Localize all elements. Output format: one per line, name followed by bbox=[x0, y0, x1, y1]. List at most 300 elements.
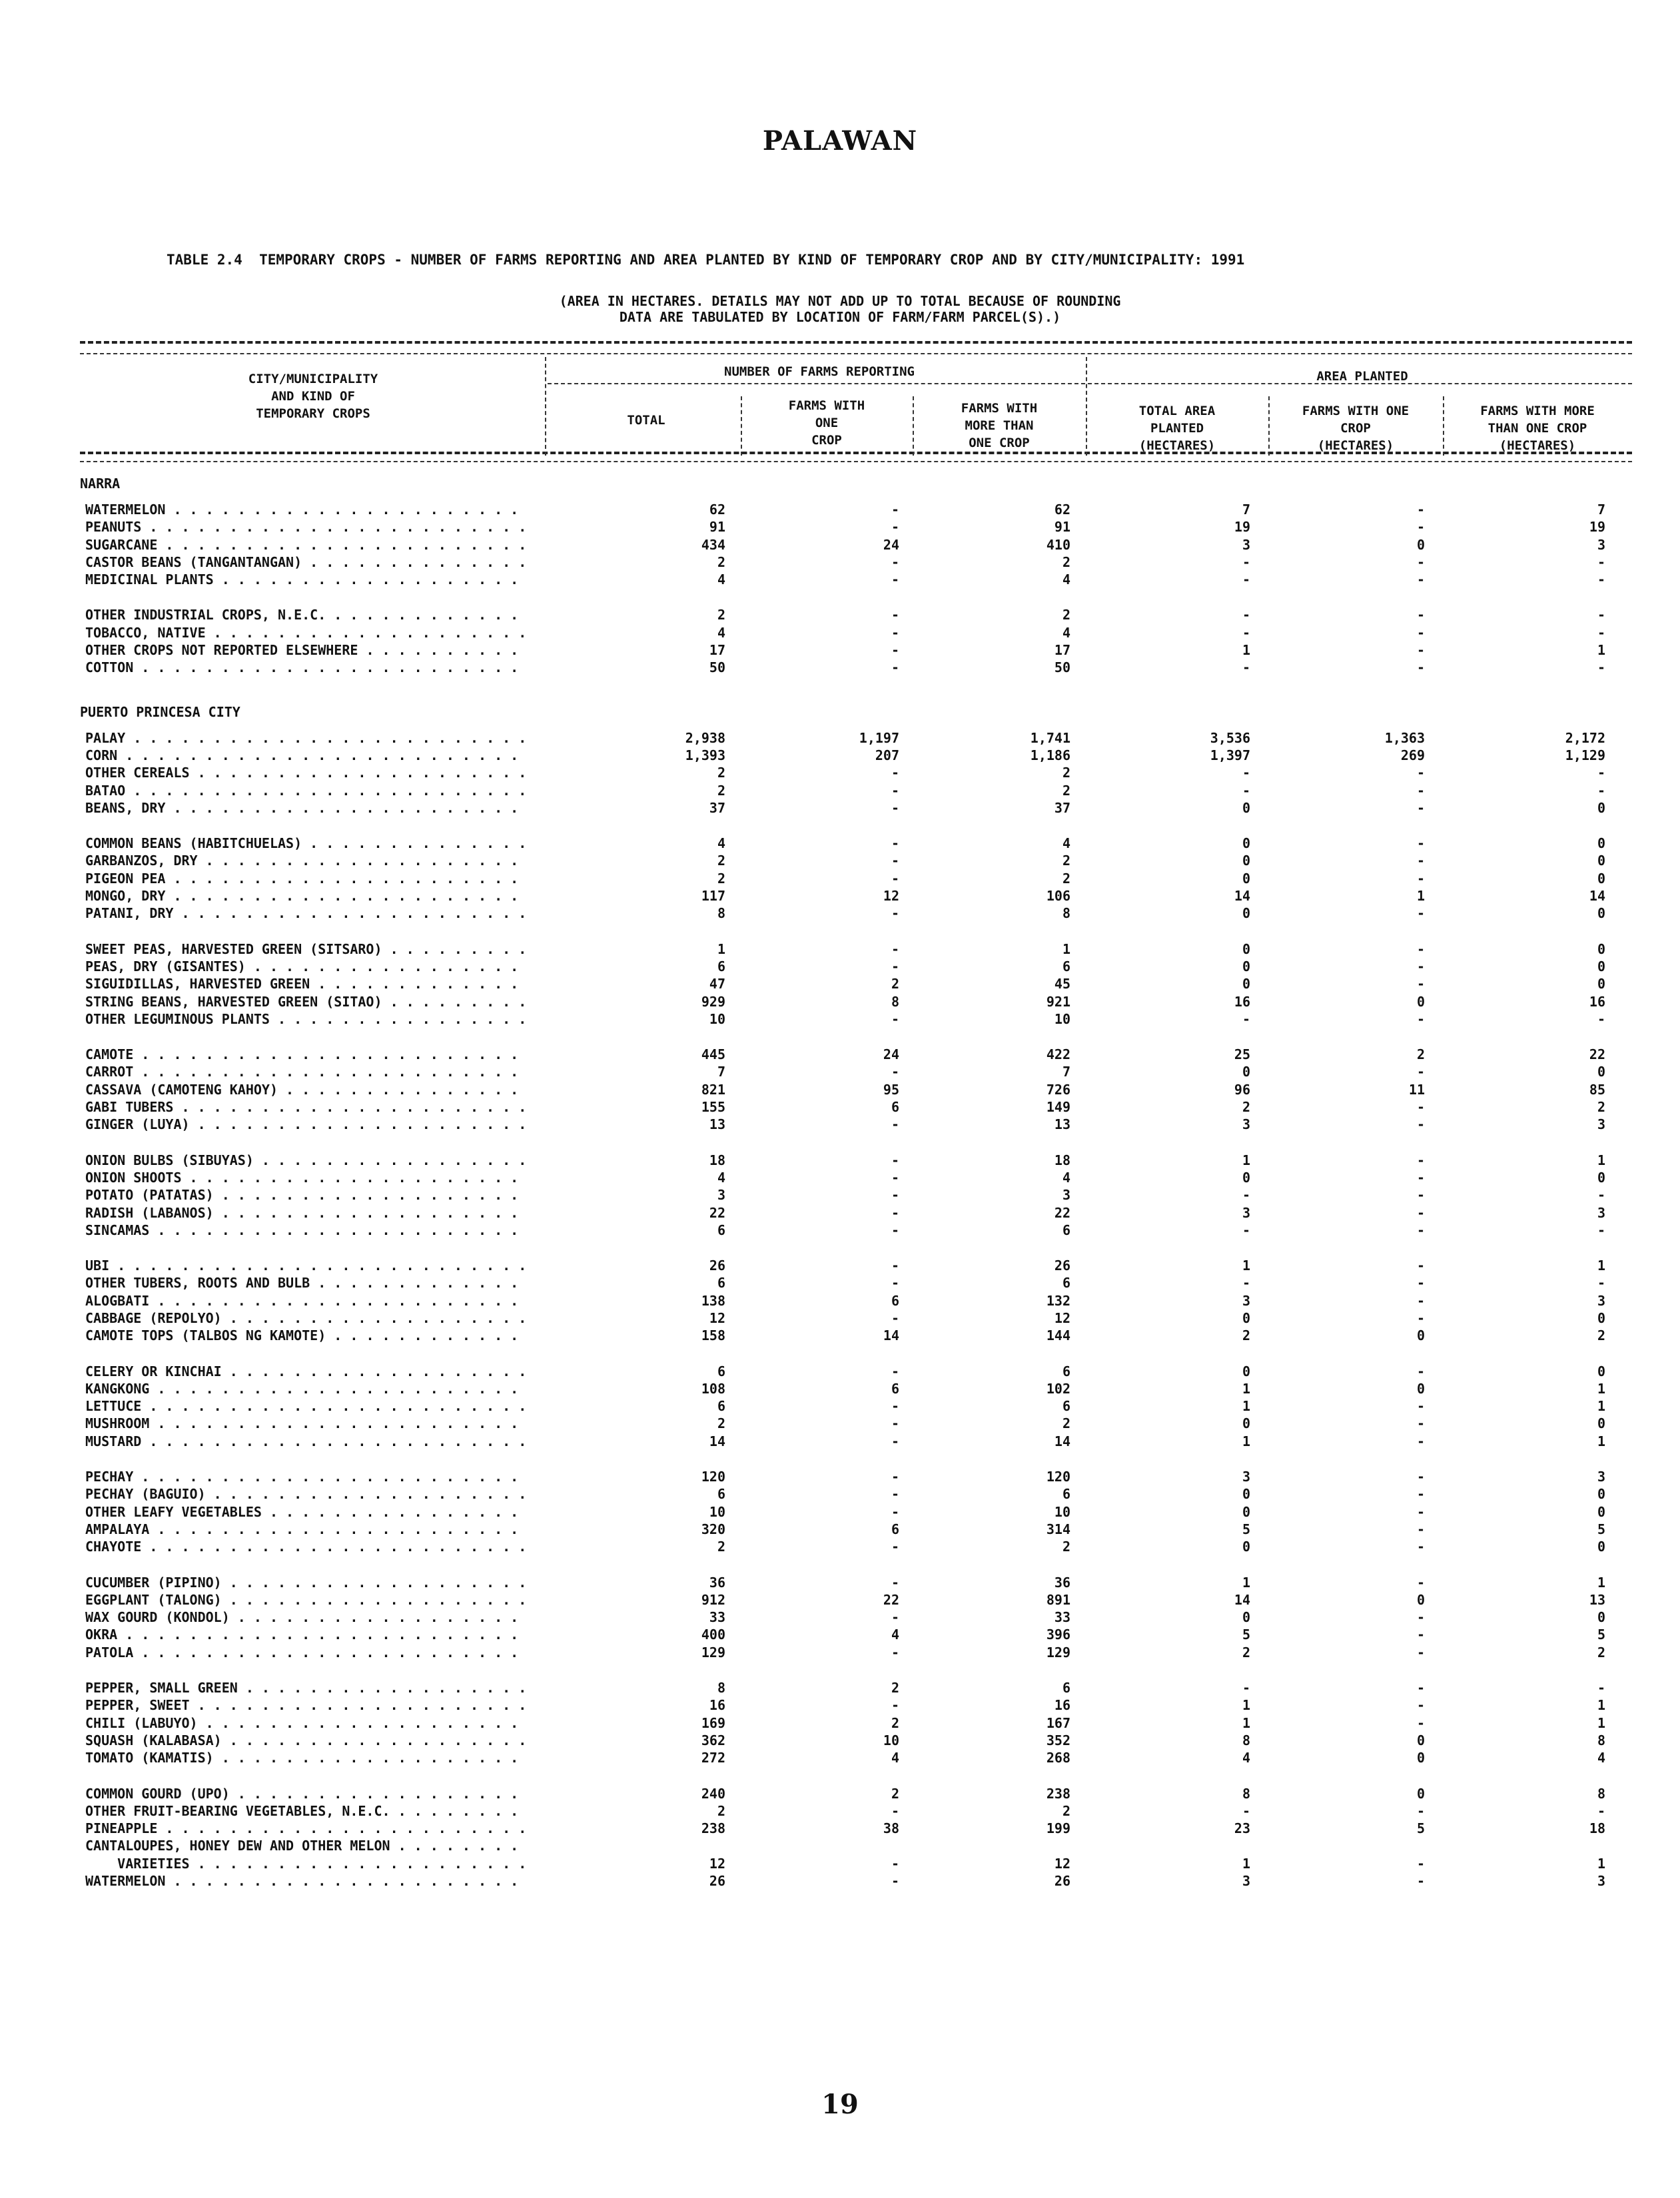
area-more-crop: - bbox=[1597, 624, 1605, 641]
farms-more-crop: 1 bbox=[1062, 940, 1070, 957]
area-one-crop: - bbox=[1416, 1309, 1425, 1326]
total-farms: 445 bbox=[701, 1046, 725, 1063]
area-more-crop: 0 bbox=[1597, 976, 1605, 992]
crop-name: CABBAGE (REPOLYO) . . . bbox=[85, 1309, 525, 1327]
table-row bbox=[0, 1591, 1680, 1609]
farms-more-crop: 4 bbox=[1062, 624, 1070, 641]
area-total: 2 bbox=[1242, 1099, 1250, 1116]
area-one-crop: - bbox=[1416, 607, 1425, 623]
crop-name: SQUASH (KALABASA) . . . bbox=[85, 1732, 525, 1749]
total-farms: 2 bbox=[717, 1539, 725, 1555]
farms-one-crop: - bbox=[891, 607, 899, 623]
area-more-crop: 1 bbox=[1597, 642, 1605, 659]
area-total: 1 bbox=[1242, 1855, 1250, 1872]
area-more-crop: 3 bbox=[1597, 1292, 1605, 1309]
farms-one-crop: 10 bbox=[883, 1732, 899, 1748]
total-farms: 120 bbox=[701, 1469, 725, 1485]
area-more-crop: 0 bbox=[1597, 870, 1605, 887]
farms-more-crop: 26 bbox=[1054, 1873, 1070, 1889]
group-gap bbox=[0, 1345, 1680, 1363]
farms-one-crop: 2 bbox=[891, 1714, 899, 1731]
crop-name: UBI . . . bbox=[85, 1257, 525, 1274]
area-one-crop: - bbox=[1416, 1714, 1425, 1731]
total-farms: 434 bbox=[701, 536, 725, 553]
area-total: 3 bbox=[1242, 1873, 1250, 1889]
crop-name: OTHER CEREALS . . . bbox=[85, 764, 525, 781]
table-row bbox=[0, 1222, 1680, 1239]
table-row bbox=[0, 1521, 1680, 1538]
farms-more-crop: 6 bbox=[1062, 1275, 1070, 1291]
farms-one-crop: - bbox=[891, 1204, 899, 1221]
farms-more-crop: 36 bbox=[1054, 1574, 1070, 1591]
separator bbox=[545, 357, 546, 456]
crop-name: SWEET PEAS, HARVESTED GREEN (SITSARO) . . . bbox=[85, 940, 525, 958]
area-total: 25 bbox=[1234, 1046, 1250, 1063]
farms-one-crop: 6 bbox=[891, 1521, 899, 1537]
area-more-crop: 0 bbox=[1597, 799, 1605, 816]
crop-name: SINCAMAS . . . bbox=[85, 1222, 525, 1239]
total-farms: 2 bbox=[717, 853, 725, 869]
table-row bbox=[0, 501, 1680, 518]
crop-name: PECHAY . . . bbox=[85, 1468, 525, 1485]
area-one-crop: - bbox=[1416, 1169, 1425, 1186]
farms-more-crop: 891 bbox=[1046, 1591, 1070, 1608]
section-heading: NARRA bbox=[80, 476, 121, 492]
group-gap bbox=[0, 588, 1680, 606]
area-more-crop: 1 bbox=[1597, 1697, 1605, 1714]
area-one-crop: 269 bbox=[1400, 747, 1425, 763]
area-more-crop: 19 bbox=[1589, 519, 1605, 536]
total-farms: 8 bbox=[717, 905, 725, 922]
group-gap bbox=[0, 1134, 1680, 1152]
total-farms: 821 bbox=[701, 1081, 725, 1098]
crop-name: COTTON . . . bbox=[85, 659, 525, 676]
crop-name: PECHAY (BAGUIO) . . . bbox=[85, 1485, 525, 1503]
table-row bbox=[0, 624, 1680, 641]
farms-one-crop: 207 bbox=[875, 747, 899, 763]
farms-more-crop: 4 bbox=[1062, 835, 1070, 852]
farms-one-crop: 6 bbox=[891, 1099, 899, 1116]
total-farms: 362 bbox=[701, 1732, 725, 1748]
area-more-crop: 2 bbox=[1597, 1644, 1605, 1660]
crop-name: COMMON BEANS (HABITCHUELAS) . . . bbox=[85, 835, 525, 852]
farms-more-crop: 2 bbox=[1062, 607, 1070, 623]
area-one-crop: - bbox=[1416, 1204, 1425, 1221]
area-more-crop: - bbox=[1597, 1187, 1605, 1204]
crop-name: CANTALOUPES, HONEY DEW AND OTHER MELON . . . bbox=[85, 1837, 525, 1854]
farms-more-crop: 6 bbox=[1062, 1680, 1070, 1696]
header-area-total: TOTAL AREA PLANTED (HECTARES) bbox=[1138, 404, 1216, 453]
area-more-crop: 14 bbox=[1589, 888, 1605, 905]
area-more-crop: 0 bbox=[1597, 1363, 1605, 1379]
total-farms: 12 bbox=[709, 1855, 725, 1872]
total-farms: 4 bbox=[717, 1169, 725, 1186]
crop-name: PATOLA . . . bbox=[85, 1644, 525, 1661]
crop-name: WAX GOURD (KONDOL) . . . bbox=[85, 1609, 525, 1626]
table-row bbox=[0, 1063, 1680, 1080]
area-one-crop: - bbox=[1416, 1680, 1425, 1696]
area-total: 8 bbox=[1242, 1785, 1250, 1802]
farms-one-crop: - bbox=[891, 1609, 899, 1626]
total-farms: 272 bbox=[701, 1750, 725, 1766]
farms-more-crop: 91 bbox=[1054, 519, 1070, 536]
area-total: 3 bbox=[1242, 1292, 1250, 1309]
total-farms: 2 bbox=[717, 870, 725, 887]
farms-one-crop: 4 bbox=[891, 1750, 899, 1766]
farms-more-crop: 62 bbox=[1054, 502, 1070, 518]
crop-name: BEANS, DRY . . . bbox=[85, 799, 525, 817]
farms-more-crop: 2 bbox=[1062, 1539, 1070, 1555]
area-total: 23 bbox=[1234, 1820, 1250, 1837]
area-more-crop: 1 bbox=[1597, 1152, 1605, 1168]
farms-more-crop: 144 bbox=[1046, 1327, 1070, 1344]
area-more-crop: 1 bbox=[1597, 1433, 1605, 1449]
crop-name: SIGUIDILLAS, HARVESTED GREEN . . . bbox=[85, 975, 525, 992]
farms-one-crop: - bbox=[891, 1855, 899, 1872]
crop-name: PEPPER, SMALL GREEN . . . bbox=[85, 1679, 525, 1696]
farms-one-crop: - bbox=[891, 1309, 899, 1326]
table-row bbox=[0, 606, 1680, 623]
farms-one-crop: 6 bbox=[891, 1292, 899, 1309]
area-total: - bbox=[1242, 571, 1250, 588]
area-one-crop: 0 bbox=[1416, 1732, 1425, 1748]
total-farms: 108 bbox=[701, 1380, 725, 1397]
farms-one-crop: - bbox=[891, 571, 899, 588]
area-total: 0 bbox=[1242, 940, 1250, 957]
farms-more-crop: 422 bbox=[1046, 1046, 1070, 1063]
table-row bbox=[0, 1485, 1680, 1503]
area-total: 0 bbox=[1242, 870, 1250, 887]
crop-name: ONION SHOOTS . . . bbox=[85, 1169, 525, 1186]
table-row bbox=[0, 518, 1680, 536]
farms-one-crop: - bbox=[891, 905, 899, 922]
area-more-crop: 4 bbox=[1597, 1750, 1605, 1766]
farms-one-crop: 2 bbox=[891, 1785, 899, 1802]
farms-more-crop: 13 bbox=[1054, 1116, 1070, 1133]
area-one-crop: - bbox=[1416, 765, 1425, 781]
table-row bbox=[0, 729, 1680, 747]
farms-one-crop: - bbox=[891, 1802, 899, 1819]
total-farms: 912 bbox=[701, 1591, 725, 1608]
area-one-crop: - bbox=[1416, 1609, 1425, 1626]
total-farms: 6 bbox=[717, 1275, 725, 1291]
table-row bbox=[0, 1186, 1680, 1204]
farms-more-crop: 726 bbox=[1046, 1081, 1070, 1098]
area-more-crop: 0 bbox=[1597, 1503, 1605, 1520]
crop-name: EGGPLANT (TALONG) . . . bbox=[85, 1591, 525, 1609]
header-farms-one-crop: FARMS WITH ONE CROP bbox=[788, 398, 865, 448]
area-one-crop: - bbox=[1416, 502, 1425, 518]
crop-name: GARBANZOS, DRY . . . bbox=[85, 852, 525, 869]
area-total: 4 bbox=[1242, 1750, 1250, 1766]
crop-name: WATERMELON . . . bbox=[85, 501, 525, 518]
area-more-crop: 0 bbox=[1597, 1539, 1605, 1555]
area-one-crop: - bbox=[1416, 1116, 1425, 1133]
farms-more-crop: 10 bbox=[1054, 1010, 1070, 1027]
crop-name: PEAS, DRY (GISANTES) . . . bbox=[85, 958, 525, 975]
area-total: - bbox=[1242, 1187, 1250, 1204]
farms-one-crop: - bbox=[891, 1486, 899, 1503]
farms-one-crop: - bbox=[891, 519, 899, 536]
area-total: 0 bbox=[1242, 976, 1250, 992]
table-row bbox=[0, 1468, 1680, 1485]
area-more-crop: 18 bbox=[1589, 1820, 1605, 1837]
area-total: 3 bbox=[1242, 1204, 1250, 1221]
crop-name: CAMOTE TOPS (TALBOS NG KAMOTE) . . . bbox=[85, 1327, 525, 1344]
group-gap bbox=[0, 1890, 1680, 1908]
area-more-crop: - bbox=[1597, 571, 1605, 588]
farms-one-crop: 6 bbox=[891, 1380, 899, 1397]
table-row bbox=[0, 1327, 1680, 1344]
table-row bbox=[0, 1749, 1680, 1766]
total-farms: 50 bbox=[709, 659, 725, 676]
area-total: 0 bbox=[1242, 1363, 1250, 1379]
area-more-crop: - bbox=[1597, 1802, 1605, 1819]
total-farms: 138 bbox=[701, 1292, 725, 1309]
table-note-line-2: DATA ARE TABULATED BY LOCATION OF FARM/FARM PARCEL(S).) bbox=[619, 309, 1061, 325]
table-row bbox=[0, 975, 1680, 992]
table-row bbox=[0, 764, 1680, 781]
area-one-crop: - bbox=[1416, 571, 1425, 588]
farms-one-crop: - bbox=[891, 799, 899, 816]
area-one-crop: - bbox=[1416, 835, 1425, 852]
farms-more-crop: 6 bbox=[1062, 958, 1070, 974]
farms-more-crop: 102 bbox=[1046, 1380, 1070, 1397]
area-total: 19 bbox=[1234, 519, 1250, 536]
total-farms: 2,938 bbox=[685, 729, 725, 746]
crop-name: SUGARCANE . . . bbox=[85, 536, 525, 553]
table-row bbox=[0, 659, 1680, 676]
area-one-crop: - bbox=[1416, 1064, 1425, 1080]
crop-name: CHILI (LABUYO) . . . bbox=[85, 1714, 525, 1732]
area-one-crop: - bbox=[1416, 1802, 1425, 1819]
area-one-crop: - bbox=[1416, 1187, 1425, 1204]
table-row bbox=[0, 1397, 1680, 1415]
farms-one-crop: - bbox=[891, 1363, 899, 1379]
crop-name: ALOGBATI . . . bbox=[85, 1292, 525, 1309]
area-one-crop: 1,363 bbox=[1384, 729, 1425, 746]
table-row bbox=[0, 905, 1680, 922]
group-gap bbox=[0, 1661, 1680, 1679]
area-more-crop: - bbox=[1597, 607, 1605, 623]
area-total: 1 bbox=[1242, 1433, 1250, 1449]
total-farms: 320 bbox=[701, 1521, 725, 1537]
area-total: 16 bbox=[1234, 993, 1250, 1010]
area-more-crop: - bbox=[1597, 659, 1605, 676]
section-heading: PUERTO PRINCESA CITY bbox=[80, 703, 240, 720]
table-row bbox=[0, 1837, 1680, 1854]
farms-more-crop: 2 bbox=[1062, 870, 1070, 887]
farms-one-crop: - bbox=[891, 853, 899, 869]
farms-more-crop: 1,186 bbox=[1030, 747, 1070, 763]
area-one-crop: 11 bbox=[1408, 1081, 1425, 1098]
crop-name: GINGER (LUYA) . . . bbox=[85, 1116, 525, 1133]
farms-more-crop: 33 bbox=[1054, 1609, 1070, 1626]
page-number: 19 bbox=[821, 2089, 859, 2120]
area-more-crop: - bbox=[1597, 1010, 1605, 1027]
farms-more-crop: 2 bbox=[1062, 553, 1070, 570]
area-one-crop: 5 bbox=[1416, 1820, 1425, 1837]
farms-more-crop: 37 bbox=[1054, 799, 1070, 816]
farms-one-crop: 95 bbox=[883, 1081, 899, 1098]
crop-name: STRING BEANS, HARVESTED GREEN (SITAO) . . . bbox=[85, 993, 525, 1010]
table-row bbox=[0, 1292, 1680, 1309]
table-row bbox=[0, 1538, 1680, 1555]
crop-name: CASTOR BEANS (TANGANTANGAN) . . . bbox=[85, 553, 525, 571]
area-one-crop: - bbox=[1416, 1539, 1425, 1555]
farms-more-crop: 3 bbox=[1062, 1187, 1070, 1204]
group-gap bbox=[0, 922, 1680, 940]
table-row bbox=[0, 1010, 1680, 1028]
farms-more-crop: 7 bbox=[1062, 1064, 1070, 1080]
crop-name: OTHER TUBERS, ROOTS AND BULB . . . bbox=[85, 1274, 525, 1291]
total-farms: 10 bbox=[709, 1010, 725, 1027]
farms-one-crop: 2 bbox=[891, 1680, 899, 1696]
total-farms: 17 bbox=[709, 642, 725, 659]
area-total: 1 bbox=[1242, 1152, 1250, 1168]
area-total: 1 bbox=[1242, 1258, 1250, 1274]
total-farms: 12 bbox=[709, 1309, 725, 1326]
area-one-crop: 0 bbox=[1416, 1327, 1425, 1344]
area-one-crop: - bbox=[1416, 1486, 1425, 1503]
crop-name: CHAYOTE . . . bbox=[85, 1538, 525, 1555]
crop-name: GABI TUBERS . . . bbox=[85, 1098, 525, 1116]
table-row bbox=[0, 1802, 1680, 1820]
table-row bbox=[0, 887, 1680, 905]
total-farms: 47 bbox=[709, 976, 725, 992]
area-one-crop: 0 bbox=[1416, 993, 1425, 1010]
area-more-crop: 0 bbox=[1597, 835, 1605, 852]
farms-more-crop: 2 bbox=[1062, 1802, 1070, 1819]
crop-name: TOMATO (KAMATIS) . . . bbox=[85, 1749, 525, 1766]
total-farms: 3 bbox=[717, 1187, 725, 1204]
header-second-rule bbox=[80, 353, 1632, 354]
crop-name: LETTUCE . . . bbox=[85, 1397, 525, 1415]
table-row bbox=[0, 852, 1680, 869]
farms-one-crop: - bbox=[891, 1222, 899, 1238]
farms-one-crop: - bbox=[891, 1415, 899, 1432]
farms-more-crop: 12 bbox=[1054, 1309, 1070, 1326]
farms-more-crop: 149 bbox=[1046, 1099, 1070, 1116]
area-more-crop: 1,129 bbox=[1565, 747, 1605, 763]
table-row bbox=[0, 1503, 1680, 1521]
total-farms: 33 bbox=[709, 1609, 725, 1626]
area-one-crop: - bbox=[1416, 1521, 1425, 1537]
area-more-crop: 3 bbox=[1597, 536, 1605, 553]
area-total: 0 bbox=[1242, 853, 1250, 869]
crop-name: COMMON GOURD (UPO) . . . bbox=[85, 1785, 525, 1802]
area-more-crop: 85 bbox=[1589, 1081, 1605, 1098]
area-total: 3,536 bbox=[1210, 729, 1250, 746]
area-more-crop: 0 bbox=[1597, 940, 1605, 957]
area-one-crop: - bbox=[1416, 1099, 1425, 1116]
total-farms: 2 bbox=[717, 607, 725, 623]
area-more-crop: 0 bbox=[1597, 1169, 1605, 1186]
total-farms: 22 bbox=[709, 1204, 725, 1221]
group-gap bbox=[0, 1556, 1680, 1574]
farms-one-crop: - bbox=[891, 1644, 899, 1660]
table-row bbox=[0, 1046, 1680, 1063]
area-total: - bbox=[1242, 553, 1250, 570]
header-farms-more-crop: FARMS WITH MORE THAN ONE CROP bbox=[961, 401, 1038, 450]
table-row bbox=[0, 536, 1680, 553]
farms-more-crop: 129 bbox=[1046, 1644, 1070, 1660]
table-row bbox=[0, 1696, 1680, 1714]
crop-name: PALAY . . . bbox=[85, 729, 525, 747]
farms-more-crop: 921 bbox=[1046, 993, 1070, 1010]
area-total: - bbox=[1242, 1802, 1250, 1819]
farms-one-crop: - bbox=[891, 659, 899, 676]
area-one-crop: - bbox=[1416, 940, 1425, 957]
area-one-crop: - bbox=[1416, 1152, 1425, 1168]
area-more-crop: 0 bbox=[1597, 1064, 1605, 1080]
farms-more-crop: 6 bbox=[1062, 1363, 1070, 1379]
crop-name: OTHER INDUSTRIAL CROPS, N.E.C. . . . bbox=[85, 606, 525, 623]
area-one-crop: - bbox=[1416, 1855, 1425, 1872]
total-farms: 6 bbox=[717, 1398, 725, 1415]
area-one-crop: - bbox=[1416, 1010, 1425, 1027]
farms-one-crop: 12 bbox=[883, 888, 899, 905]
table-row bbox=[0, 993, 1680, 1010]
farms-one-crop: - bbox=[891, 1574, 899, 1591]
farms-one-crop: - bbox=[891, 765, 899, 781]
area-total: - bbox=[1242, 1680, 1250, 1696]
area-more-crop: 22 bbox=[1589, 1046, 1605, 1063]
area-more-crop: 1 bbox=[1597, 1380, 1605, 1397]
header-group-area: AREA PLANTED bbox=[1316, 369, 1408, 384]
farms-one-crop: - bbox=[891, 1503, 899, 1520]
table-note-line-1: (AREA IN HECTARES. DETAILS MAY NOT ADD UP TO TOTAL BECAUSE OF ROUNDING bbox=[559, 293, 1121, 309]
table-row bbox=[0, 1820, 1680, 1837]
area-more-crop: 3 bbox=[1597, 1469, 1605, 1485]
crop-name: CASSAVA (CAMOTENG KAHOY) . . . bbox=[85, 1081, 525, 1098]
table-row bbox=[0, 641, 1680, 659]
area-total: 0 bbox=[1242, 1309, 1250, 1326]
area-one-crop: 0 bbox=[1416, 1750, 1425, 1766]
total-farms: 26 bbox=[709, 1258, 725, 1274]
header-top-rule bbox=[80, 341, 1632, 344]
farms-one-crop: - bbox=[891, 1873, 899, 1889]
table-row bbox=[0, 553, 1680, 571]
group-gap bbox=[0, 1239, 1680, 1257]
farms-more-crop: 16 bbox=[1054, 1697, 1070, 1714]
table-row bbox=[0, 1714, 1680, 1732]
total-farms: 6 bbox=[717, 958, 725, 974]
area-more-crop: - bbox=[1597, 782, 1605, 799]
farms-more-crop: 132 bbox=[1046, 1292, 1070, 1309]
farms-one-crop: - bbox=[891, 835, 899, 852]
page-title: PALAWAN bbox=[762, 125, 918, 157]
table-row bbox=[0, 1433, 1680, 1450]
farms-more-crop: 4 bbox=[1062, 571, 1070, 588]
group-gap bbox=[0, 677, 1680, 695]
total-farms: 7 bbox=[717, 1064, 725, 1080]
area-total: 3 bbox=[1242, 1116, 1250, 1133]
area-total: 3 bbox=[1242, 1469, 1250, 1485]
area-one-crop: - bbox=[1416, 799, 1425, 816]
total-farms: 2 bbox=[717, 1802, 725, 1819]
table-row bbox=[0, 747, 1680, 764]
crop-name: KANGKONG . . . bbox=[85, 1380, 525, 1397]
table-row bbox=[0, 1855, 1680, 1872]
total-farms: 158 bbox=[701, 1327, 725, 1344]
farms-more-crop: 12 bbox=[1054, 1855, 1070, 1872]
farms-more-crop: 396 bbox=[1046, 1627, 1070, 1643]
area-total: - bbox=[1242, 1010, 1250, 1027]
table-row bbox=[0, 1081, 1680, 1098]
table-row bbox=[0, 1415, 1680, 1432]
area-one-crop: - bbox=[1416, 642, 1425, 659]
